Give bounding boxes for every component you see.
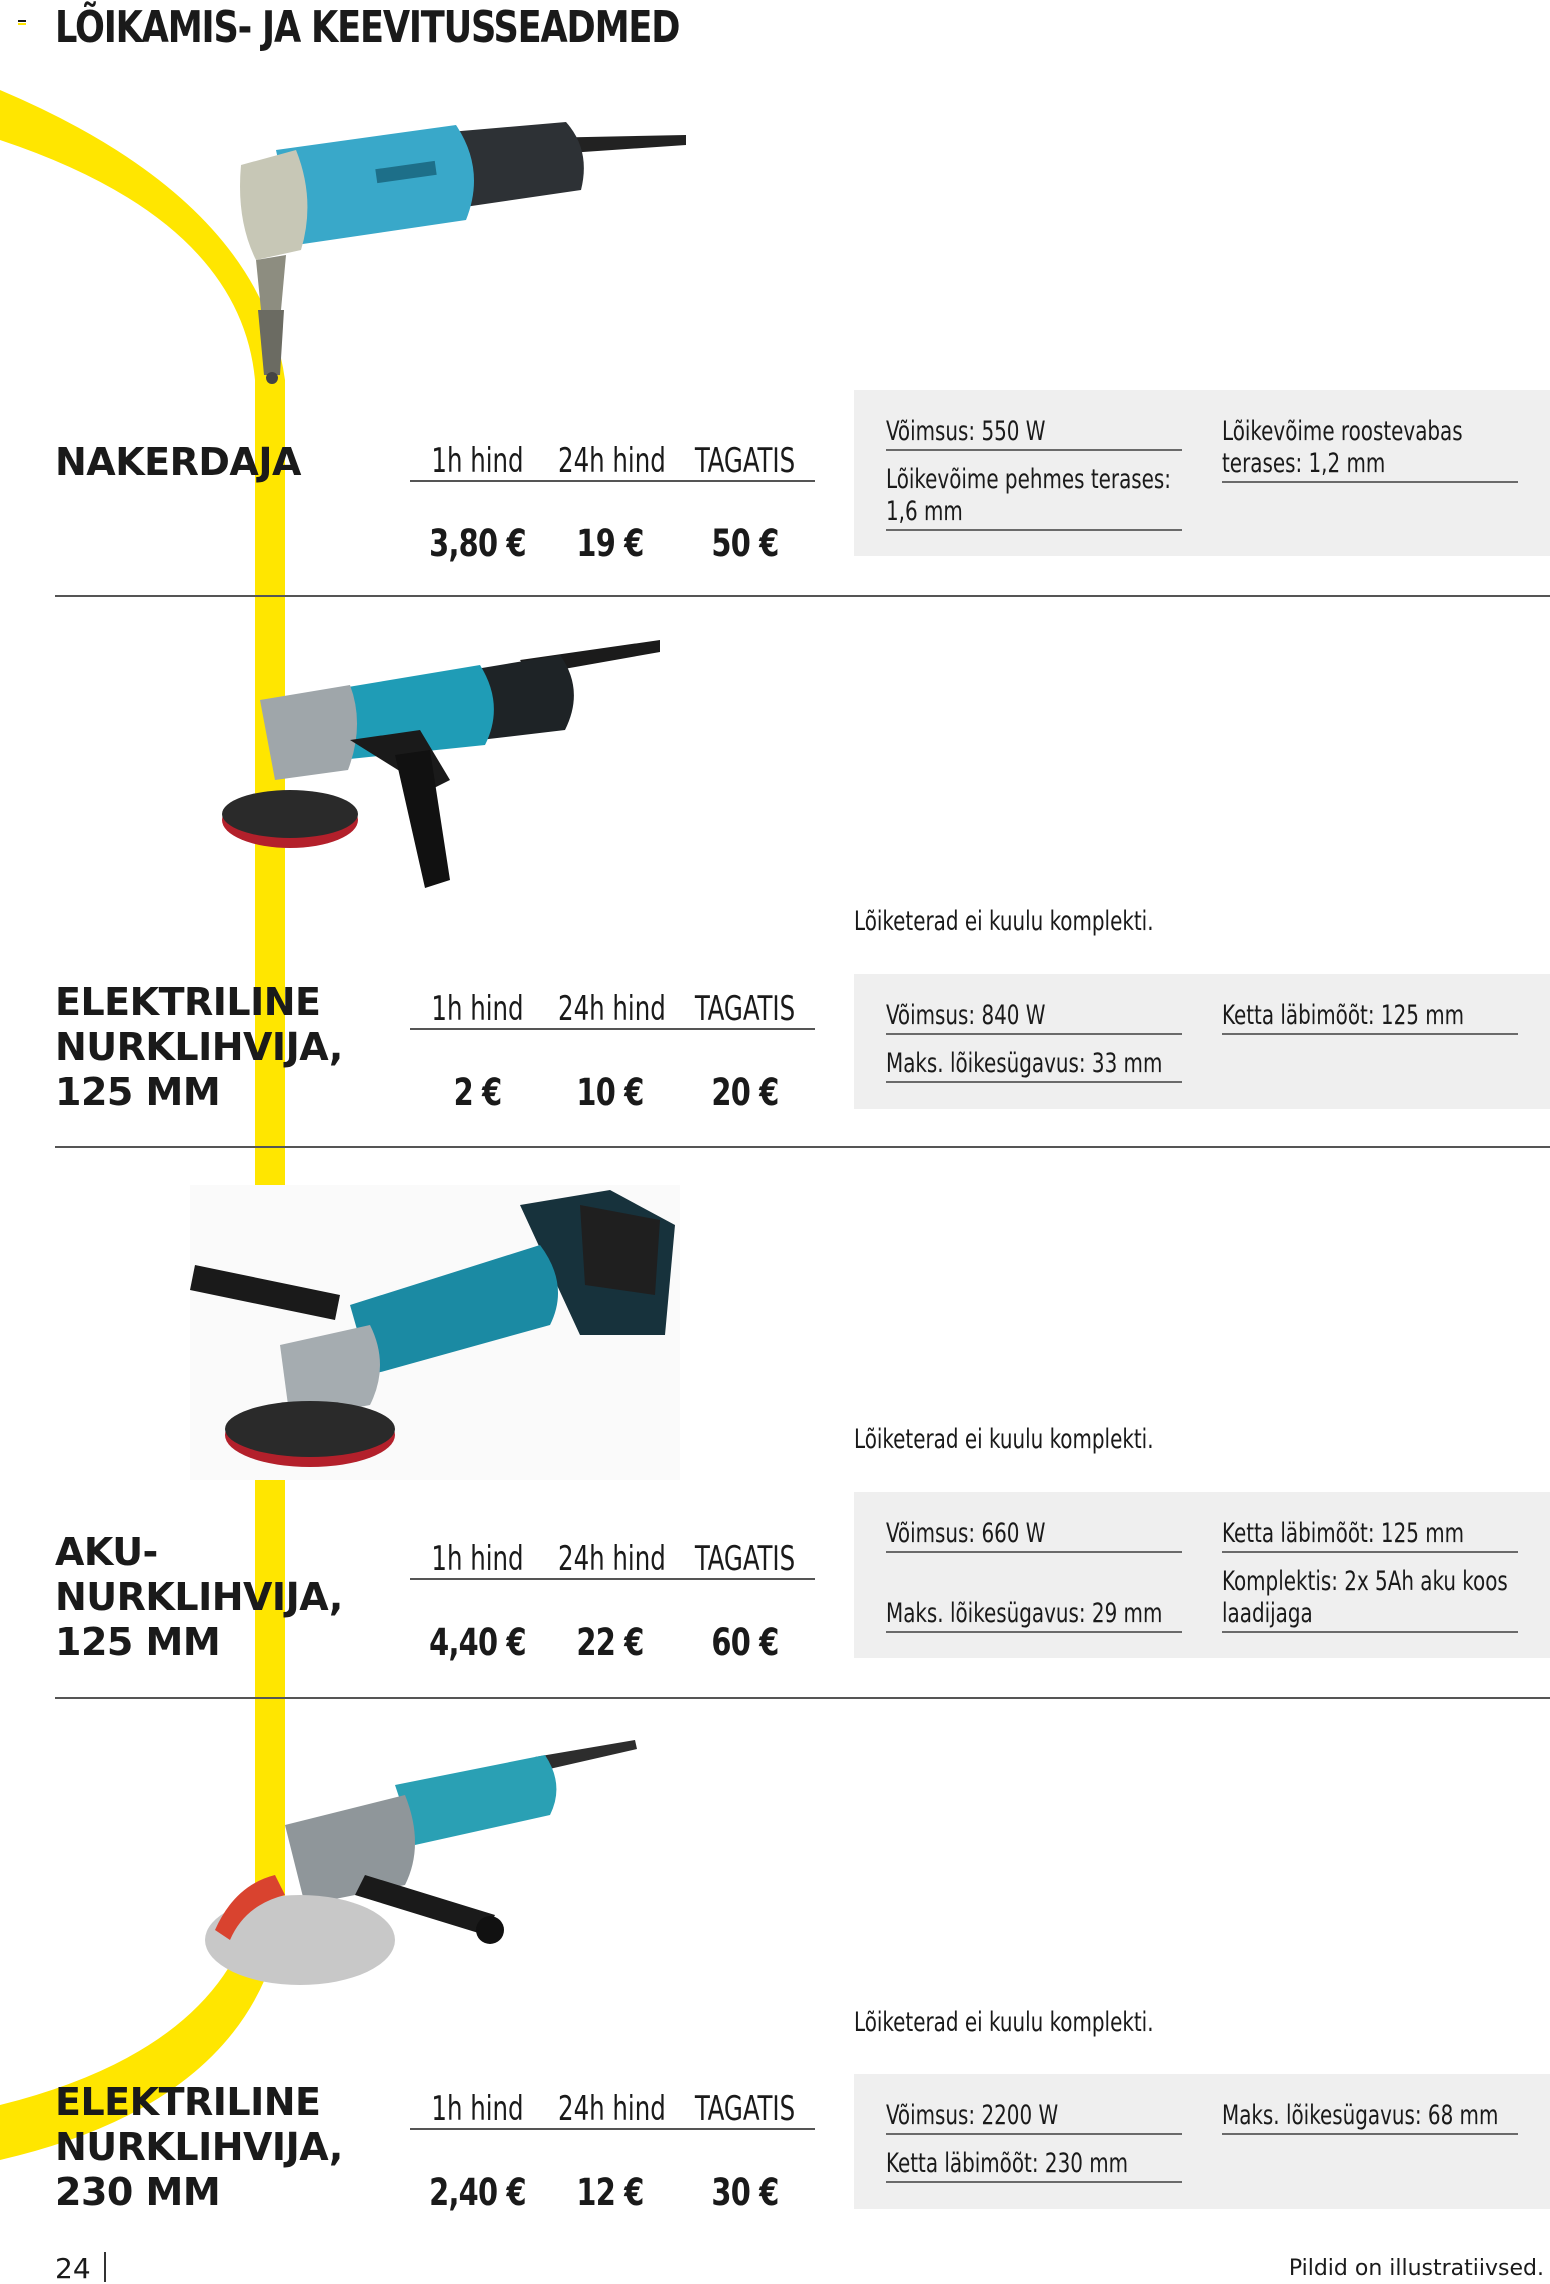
note-text: Lõiketerad ei kuulu komplekti. bbox=[854, 906, 1154, 937]
page-title: LÕIKAMIS- JA KEEVITUSSEADMED bbox=[55, 2, 680, 53]
spec-text: Komplektis: 2x 5Ah aku koos laadijaga bbox=[1222, 1566, 1508, 1629]
product-name bbox=[55, 1530, 343, 1665]
spec-text: Võimsus: 550 W bbox=[886, 416, 1046, 447]
angle-grinder-icon bbox=[220, 630, 660, 900]
spec-item bbox=[1222, 1000, 1518, 1035]
product-name-line: NURKLIHVIJA, bbox=[55, 2125, 343, 2169]
deposit-price: 30 € bbox=[711, 2170, 779, 2214]
price-values-row bbox=[410, 518, 815, 568]
daily-price: 10 € bbox=[576, 1070, 644, 1114]
footer-note: Pildid on illustratiivsed. bbox=[1288, 2256, 1544, 2281]
spec-text: Lõikevõime roostevabas terases: 1,2 mm bbox=[1222, 416, 1463, 479]
spec-text: Ketta läbimõõt: 125 mm bbox=[1222, 1000, 1465, 1031]
note-text: Lõiketerad ei kuulu komplekti. bbox=[854, 1424, 1154, 1455]
section-divider bbox=[55, 595, 1550, 597]
product-name-line: NAKERDAJA bbox=[55, 440, 301, 484]
spec-item bbox=[1222, 416, 1518, 483]
deposit-header: TAGATIS bbox=[694, 441, 796, 481]
price-values-row bbox=[410, 1067, 815, 1117]
section-divider bbox=[55, 1697, 1550, 1699]
product-name-line: 125 MM bbox=[55, 1620, 221, 1664]
product-name-line: NURKLIHVIJA, bbox=[55, 1025, 343, 1069]
footer-separator bbox=[104, 2252, 106, 2282]
spec-item bbox=[886, 464, 1182, 531]
large-angle-grinder-icon bbox=[205, 1735, 645, 2005]
spec-item bbox=[886, 1518, 1182, 1553]
deposit-header: TAGATIS bbox=[694, 2089, 796, 2129]
spec-item bbox=[1222, 1518, 1518, 1553]
hourly-price-header: 1h hind bbox=[431, 2089, 524, 2129]
deposit-price: 60 € bbox=[711, 1620, 779, 1664]
spec-item bbox=[886, 2100, 1182, 2135]
price-values-row bbox=[410, 1617, 815, 1667]
page-marker-icon bbox=[18, 20, 26, 26]
deposit-header: TAGATIS bbox=[694, 989, 796, 1029]
spec-item bbox=[886, 1598, 1182, 1633]
daily-price: 22 € bbox=[576, 1620, 644, 1664]
product-name bbox=[55, 980, 343, 1115]
product-name-line: ELEKTRILINE bbox=[55, 2080, 321, 2124]
price-header-row bbox=[410, 990, 815, 1030]
hourly-price: 2 € bbox=[453, 1070, 502, 1114]
product-name-line: 230 MM bbox=[55, 2170, 221, 2214]
spec-item bbox=[886, 1048, 1182, 1083]
spec-panel bbox=[854, 2074, 1550, 2209]
price-values-row bbox=[410, 2167, 815, 2217]
price-header-row bbox=[410, 442, 815, 482]
daily-price: 12 € bbox=[576, 2170, 644, 2214]
daily-price-header: 24h hind bbox=[558, 2089, 666, 2129]
daily-price-header: 24h hind bbox=[558, 1539, 666, 1579]
note-text: Lõiketerad ei kuulu komplekti. bbox=[854, 2007, 1154, 2038]
cordless-angle-grinder-icon bbox=[190, 1185, 680, 1480]
product-name-line: NURKLIHVIJA, bbox=[55, 1575, 343, 1619]
section-divider bbox=[55, 1146, 1550, 1148]
spec-text: Ketta läbimõõt: 230 mm bbox=[886, 2148, 1129, 2179]
deposit-price: 50 € bbox=[711, 521, 779, 565]
hourly-price: 3,80 € bbox=[429, 521, 526, 565]
nibbler-icon bbox=[236, 110, 686, 390]
product-name-line: 125 MM bbox=[55, 1070, 221, 1114]
spec-text: Maks. lõikesügavus: 68 mm bbox=[1222, 2100, 1499, 2131]
price-header-row bbox=[410, 2090, 815, 2130]
page-number: 24 bbox=[55, 2252, 91, 2284]
product-name-line: AKU- bbox=[55, 1530, 158, 1574]
spec-text: Võimsus: 2200 W bbox=[886, 2100, 1059, 2131]
spec-item bbox=[886, 1000, 1182, 1035]
hourly-price-header: 1h hind bbox=[431, 1539, 524, 1579]
hourly-price: 2,40 € bbox=[429, 2170, 526, 2214]
daily-price-header: 24h hind bbox=[558, 989, 666, 1029]
spec-item bbox=[1222, 1566, 1518, 1633]
spec-item bbox=[886, 2148, 1182, 2183]
product-name bbox=[55, 440, 301, 485]
spec-text: Maks. lõikesügavus: 33 mm bbox=[886, 1048, 1163, 1079]
spec-panel bbox=[854, 390, 1550, 556]
deposit-price: 20 € bbox=[711, 1070, 779, 1114]
spec-text: Maks. lõikesügavus: 29 mm bbox=[886, 1598, 1163, 1629]
spec-panel bbox=[854, 974, 1550, 1109]
spec-text: Lõikevõime pehmes terases: 1,6 mm bbox=[886, 464, 1172, 527]
product-name bbox=[55, 2080, 343, 2215]
spec-text: Ketta läbimõõt: 125 mm bbox=[1222, 1518, 1465, 1549]
price-header-row bbox=[410, 1540, 815, 1580]
spec-item bbox=[1222, 2100, 1518, 2135]
deposit-header: TAGATIS bbox=[694, 1539, 796, 1579]
spec-text: Võimsus: 840 W bbox=[886, 1000, 1046, 1031]
product-name-line: ELEKTRILINE bbox=[55, 980, 321, 1024]
hourly-price: 4,40 € bbox=[429, 1620, 526, 1664]
spec-item bbox=[886, 416, 1182, 451]
daily-price-header: 24h hind bbox=[558, 441, 666, 481]
spec-text: Võimsus: 660 W bbox=[886, 1518, 1046, 1549]
hourly-price-header: 1h hind bbox=[431, 989, 524, 1029]
spec-panel bbox=[854, 1492, 1550, 1658]
hourly-price-header: 1h hind bbox=[431, 441, 524, 481]
daily-price: 19 € bbox=[576, 521, 644, 565]
